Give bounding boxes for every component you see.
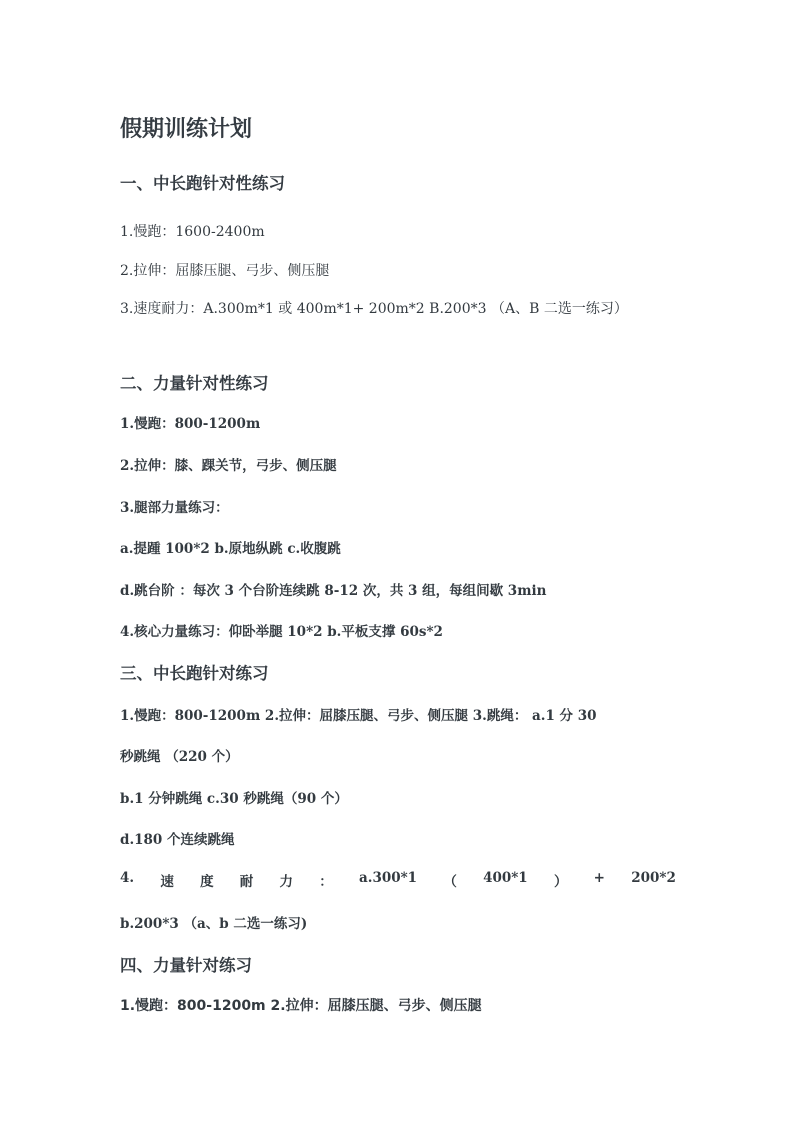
section-3-line-4: d.180 个连续跳绳 <box>120 832 235 848</box>
spread-token: 力 <box>279 874 294 890</box>
section-heading-2: 二、力量针对性练习 <box>120 374 269 393</box>
section-3-line-5: b.200*3 （a、b 二选一练习) <box>120 916 308 932</box>
spread-token: a.300*1 <box>359 870 418 886</box>
spread-token: 耐 <box>239 874 254 890</box>
section-heading-1: 一、中长跑针对性练习 <box>120 174 285 193</box>
spread-token: ： <box>319 874 333 890</box>
spread-token: 度 <box>200 874 214 890</box>
spread-token: 4. <box>120 870 135 886</box>
spread-token: 400*1 <box>483 870 528 886</box>
section-3-line-2: 秒跳绳 （220 个） <box>120 749 239 765</box>
section-1-line-3: 3.速度耐力：A.300m*1 或 400m*1+ 200m*2 B.200*3 （A、B 二选一练习） <box>120 301 628 317</box>
section-1-line-2: 2.拉伸：屈膝压腿、弓步、侧压腿 <box>120 263 330 279</box>
document-title: 假期训练计划 <box>120 117 253 142</box>
spread-token: 速 <box>160 874 174 890</box>
spread-token: + <box>593 870 605 886</box>
section-3-spread-line <box>120 870 676 890</box>
spread-token: 200*2 <box>631 870 676 886</box>
section-2-line-1: 1.慢跑：800-1200m <box>120 416 261 432</box>
section-3-line-3: b.1 分钟跳绳 c.30 秒跳绳（90 个） <box>120 791 348 807</box>
section-4-line-1: 1.慢跑：800-1200m 2.拉伸：屈膝压腿、弓步、侧压腿 <box>120 998 482 1014</box>
section-3-line-1: 1.慢跑：800-1200m 2.拉伸：屈膝压腿、弓步、侧压腿 3.跳绳： a.1 分 30 <box>120 708 597 724</box>
section-2-line-5: d.跳台阶 ：每次 3 个台阶连续跳 8-12 次，共 3 组，每组间歇 3min <box>120 583 547 599</box>
section-2-line-4: a.提踵 100*2 b.原地纵跳 c.收腹跳 <box>120 541 341 557</box>
spread-token: （ <box>443 874 457 890</box>
section-2-line-3: 3.腿部力量练习： <box>120 500 229 516</box>
section-1-line-1: 1.慢跑：1600-2400m <box>120 224 265 240</box>
spread-token: ） <box>553 874 568 890</box>
section-2-line-6: 4.核心力量练习：仰卧举腿 10*2 b.平板支撑 60s*2 <box>120 624 443 640</box>
section-heading-3: 三、中长跑针对练习 <box>120 664 269 683</box>
section-2-line-2: 2.拉伸：膝、踝关节，弓步、侧压腿 <box>120 458 337 474</box>
section-heading-4: 四、力量针对练习 <box>120 956 252 975</box>
